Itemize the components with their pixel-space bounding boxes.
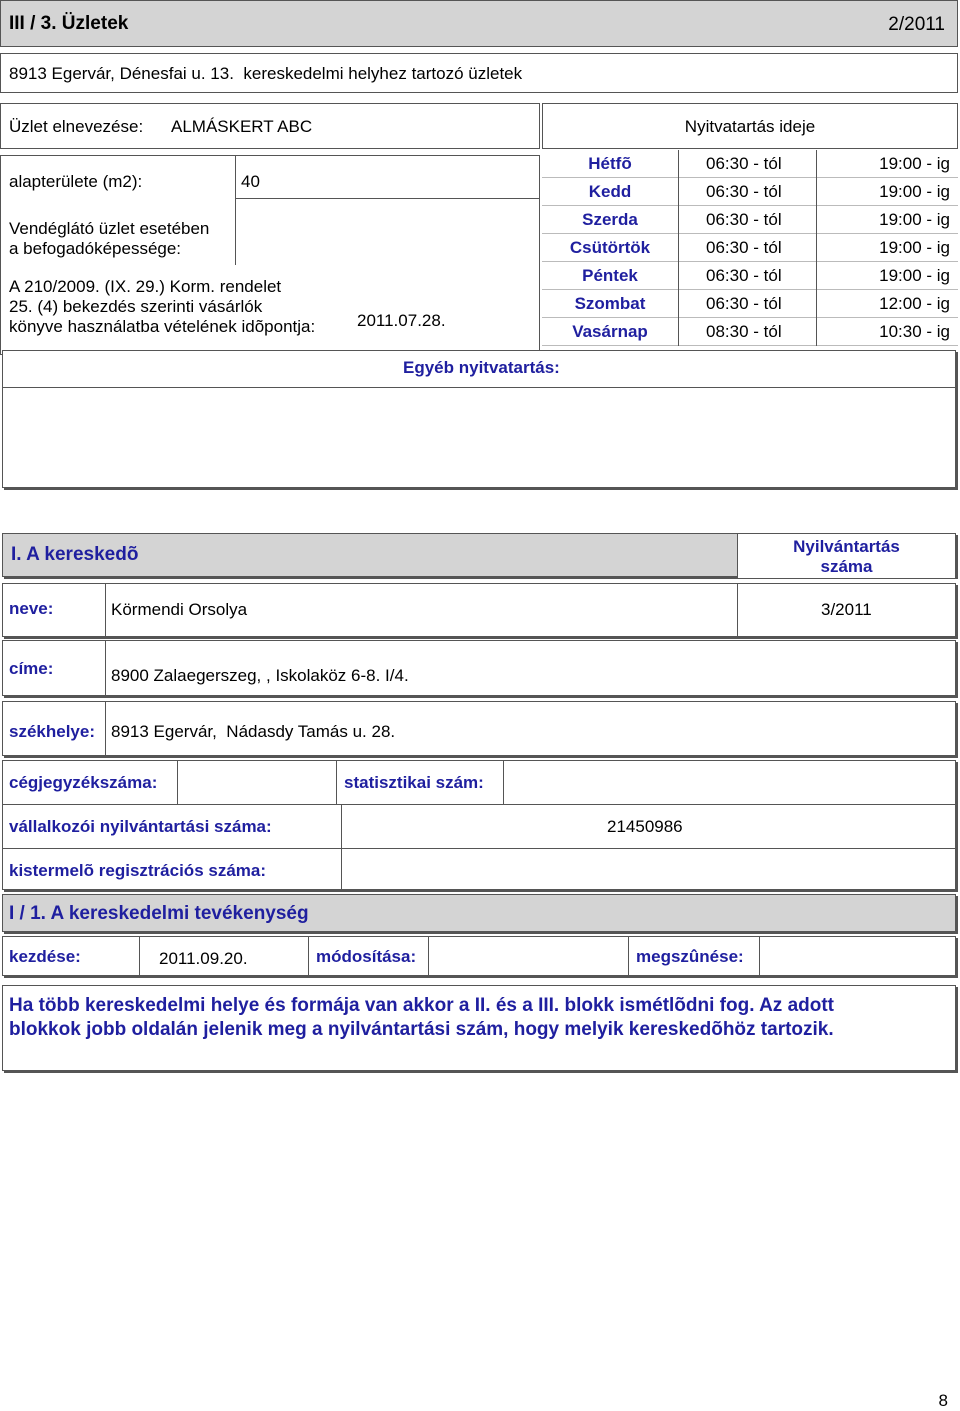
trader-address: 8900 Zalaegerszeg, , Iskolaköz 6-8. I/4.: [111, 666, 409, 685]
decree-date: 2011.07.28.: [357, 311, 446, 330]
trader-seat-label: székhelye:: [9, 722, 95, 741]
trader-name-divider: [105, 584, 106, 638]
opening-day-row: [542, 290, 958, 318]
opening-day-name: Csütörtök: [569, 238, 651, 257]
activity-start-label: kezdése:: [9, 947, 81, 966]
opening-day-row: [542, 150, 958, 178]
company-reg-divider: [177, 761, 178, 804]
shop-name-label: Üzlet elnevezése:: [9, 117, 144, 136]
opening-day-from: 08:30 - tól: [706, 322, 782, 341]
opening-col-divider: [678, 150, 679, 178]
other-opening-divider: [3, 387, 955, 388]
page-title: III / 3. Üzletek: [9, 13, 129, 34]
area-label: alapterülete (m2):: [9, 172, 143, 191]
capacity-label-1: Vendéglátó üzlet esetében: [9, 219, 210, 238]
registry-block: [2, 760, 956, 890]
opening-col-divider: [816, 290, 817, 318]
trader-name-row: [2, 583, 956, 637]
opening-day-from: 06:30 - tól: [706, 154, 782, 173]
address-box: [0, 53, 958, 93]
opening-title: Nyitvatartás ideje: [684, 117, 816, 136]
opening-day-to: 10:30 - ig: [879, 322, 950, 341]
opening-day-to: 19:00 - ig: [879, 182, 950, 201]
trader-address-divider: [105, 641, 106, 697]
opening-col-divider: [816, 318, 817, 346]
stat-divider-right: [503, 761, 504, 804]
decree-line-3: könyve használatba vételének idõpontja:: [9, 317, 316, 336]
activity-start: 2011.09.20.: [159, 949, 248, 968]
other-opening-label: Egyéb nyitvatartás:: [403, 358, 560, 377]
opening-day-name: Szombat: [574, 294, 646, 313]
area-hline: [235, 198, 540, 199]
opening-day-to: 19:00 - ig: [879, 266, 950, 285]
opening-day-from: 06:30 - tól: [706, 210, 782, 229]
trader-seat-row: [2, 701, 956, 756]
activity-divider-5: [759, 937, 760, 977]
decree-line-2: 25. (4) bekezdés szerinti vásárlók: [9, 297, 263, 316]
opening-day-to: 19:00 - ig: [879, 154, 950, 173]
trader-address-row: [2, 640, 956, 696]
activity-divider-4: [628, 937, 629, 977]
opening-day-name: Vasárnap: [572, 322, 648, 341]
header-bar: [0, 0, 958, 47]
note-text: Ha több kereskedelmi helye és formája van akkor a II. és a III. blokk ismétlõdni fog. Az adott blokkok jobb oldalán jelenik meg a nyilvántartási szám, hogy melyik kereskedõhöz tartozik.: [9, 995, 835, 1040]
shop-name: ALMÁSKERT ABC: [171, 117, 313, 136]
activity-divider-1: [139, 937, 140, 977]
opening-col-divider: [678, 234, 679, 262]
opening-col-divider: [678, 262, 679, 290]
opening-day-to: 19:00 - ig: [879, 238, 950, 257]
opening-col-divider: [678, 318, 679, 346]
opening-day-row: [542, 318, 958, 346]
trader-address-label: címe:: [9, 659, 54, 678]
opening-day-row: [542, 262, 958, 290]
capacity-label-2: a befogadóképessége:: [9, 239, 182, 258]
shop-area-box: [0, 155, 540, 355]
opening-col-divider: [816, 234, 817, 262]
trader-name: Körmendi Orsolya: [111, 600, 248, 619]
reg-label-1: Nyilvántartás: [793, 537, 900, 556]
opening-day-to: 12:00 - ig: [879, 294, 950, 313]
activity-end-label: megszûnése:: [636, 947, 744, 966]
opening-col-divider: [678, 290, 679, 318]
entrepreneur-label: vállalkozói nyilvántartási száma:: [9, 817, 272, 836]
trader-name-label: neve:: [9, 599, 54, 618]
opening-col-divider: [678, 206, 679, 234]
company-reg-label: cégjegyzékszáma:: [9, 773, 158, 792]
opening-day-row: [542, 206, 958, 234]
decree-line-1: A 210/2009. (IX. 29.) Korm. rendelet: [9, 277, 282, 296]
stat-divider-left: [336, 761, 337, 804]
activity-row: [2, 936, 956, 976]
trader-seat: 8913 Egervár, Nádasdy Tamás u. 28.: [111, 722, 396, 741]
opening-days-table: [542, 150, 958, 350]
trader-section-title: I. A kereskedõ: [11, 544, 139, 565]
stat-label: statisztikai szám:: [344, 773, 484, 792]
registry-hline-2: [3, 848, 955, 849]
entrepreneur-number: 21450986: [607, 817, 683, 836]
area-value: 40: [241, 172, 260, 191]
activity-divider-2: [308, 937, 309, 977]
area-divider: [235, 155, 236, 265]
reg-number-divider: [737, 584, 738, 638]
opening-day-name: Hétfõ: [588, 154, 632, 173]
opening-col-divider: [816, 178, 817, 206]
reg-number-header: [737, 533, 956, 579]
header-number: 2/2011: [888, 14, 945, 35]
other-opening-box: [2, 350, 956, 488]
opening-day-name: Kedd: [588, 182, 632, 201]
opening-col-divider: [678, 178, 679, 206]
activity-header: [2, 894, 956, 932]
opening-day-from: 06:30 - tól: [706, 182, 782, 201]
page-number: 8: [938, 1391, 948, 1410]
opening-col-divider: [816, 206, 817, 234]
opening-col-divider: [816, 262, 817, 290]
trader-seat-divider: [105, 702, 106, 757]
opening-day-row: [542, 178, 958, 206]
opening-day-row: [542, 234, 958, 262]
activity-divider-3: [428, 937, 429, 977]
opening-title-box: [542, 103, 958, 149]
activity-modify-label: módosítása:: [316, 947, 417, 966]
farmer-label: kistermelõ regisztrációs száma:: [9, 861, 267, 880]
reg-label-2: száma: [820, 557, 873, 576]
opening-day-name: Péntek: [582, 266, 638, 285]
activity-section-title: I / 1. A kereskedelmi tevékenység: [9, 903, 309, 924]
registry-hline-1: [3, 804, 955, 805]
opening-day-name: Szerda: [582, 210, 638, 229]
opening-day-from: 06:30 - tól: [706, 294, 782, 313]
note-box: [2, 985, 956, 1071]
trader-reg-number: 3/2011: [821, 600, 872, 619]
opening-day-to: 19:00 - ig: [879, 210, 950, 229]
opening-day-from: 06:30 - tól: [706, 266, 782, 285]
shop-name-box: [0, 103, 540, 149]
address-line: 8913 Egervár, Dénesfai u. 13. kereskedelmi helyhez tartozó üzletek: [9, 64, 523, 83]
opening-col-divider: [816, 150, 817, 178]
opening-day-from: 06:30 - tól: [706, 238, 782, 257]
